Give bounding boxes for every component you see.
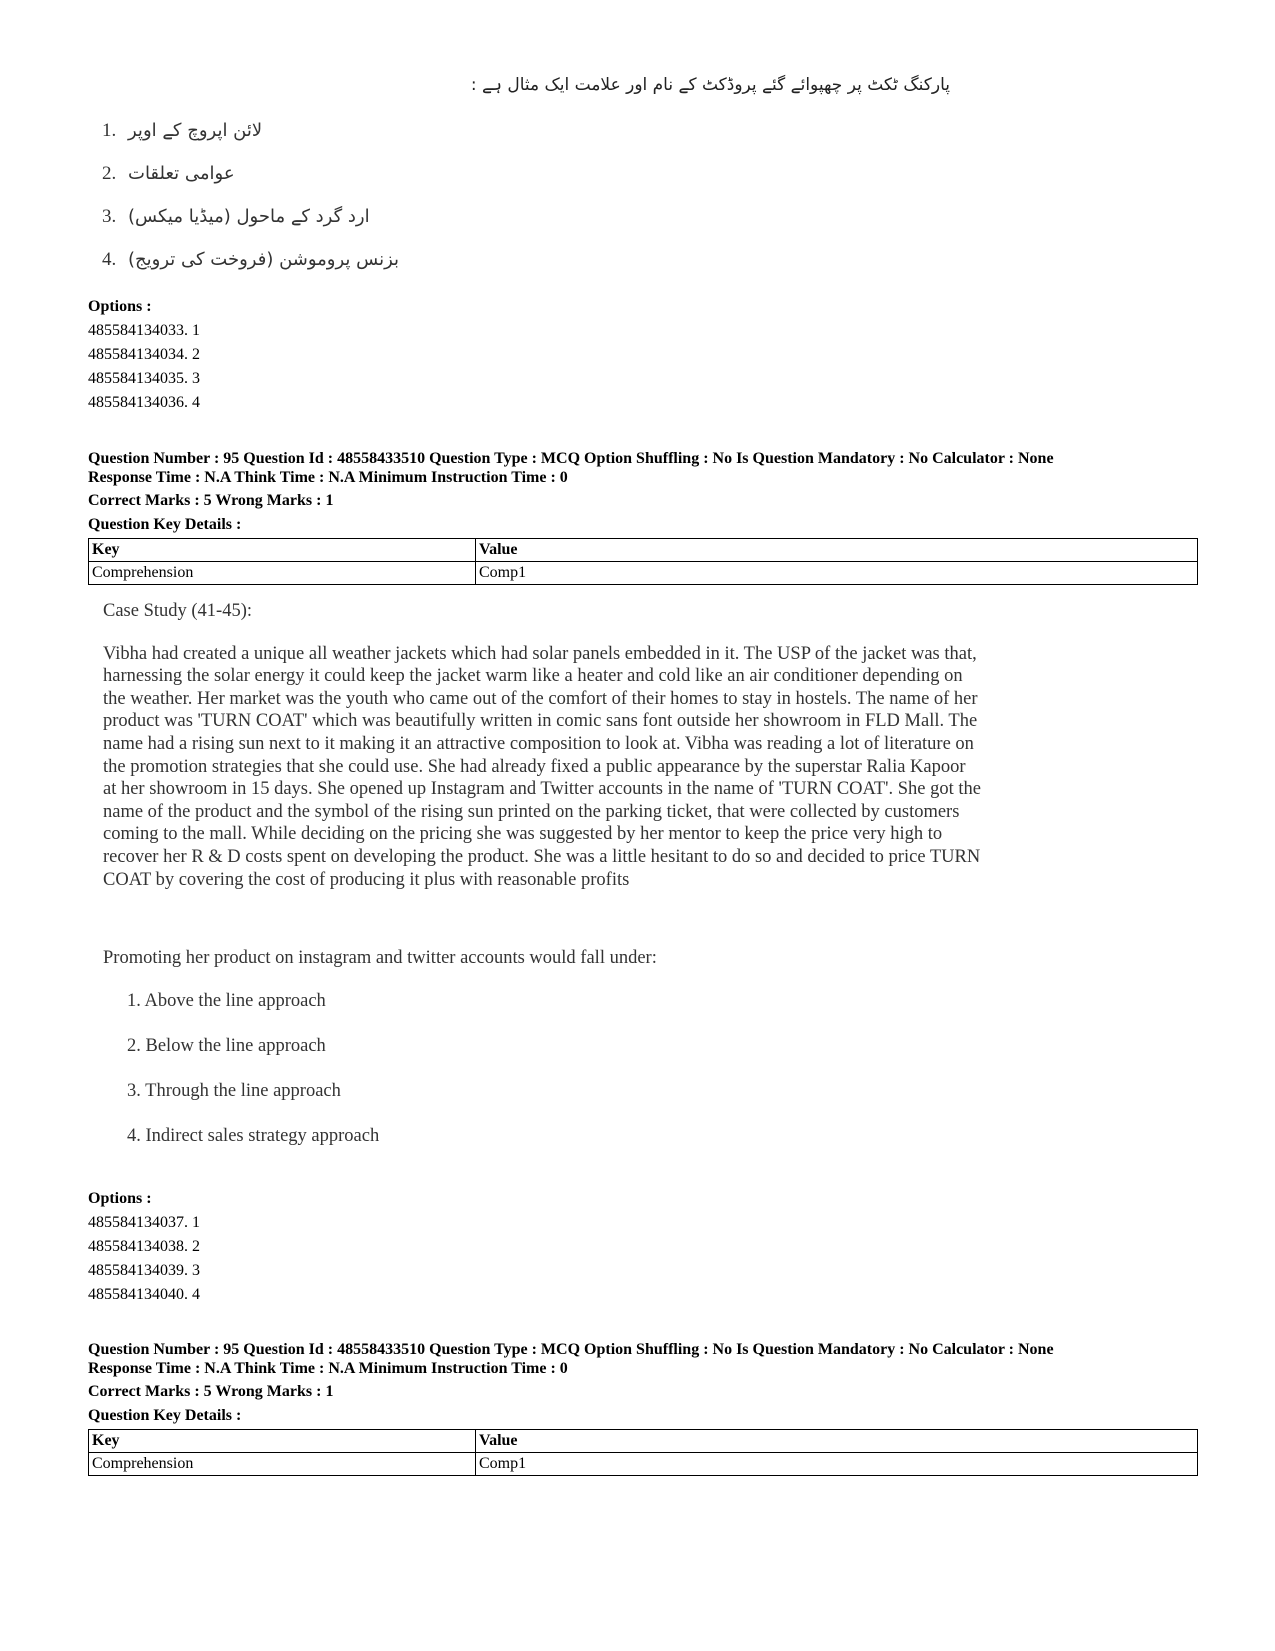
question-info-line: Question Number : 95 Question Id : 48558433510 Question Type : MCQ Option Shuffling : No Is Question Mandatory : No Calculator : None <box>88 1341 1054 1358</box>
choice-text: لائن اپروچ کے اوپر <box>128 120 263 141</box>
timing-info-line: Response Time : N.A Think Time : N.A Minimum Instruction Time : 0 <box>88 469 568 486</box>
key-details-heading: Question Key Details : <box>88 1407 242 1424</box>
answer-choice-list <box>127 990 983 1170</box>
urdu-choice-4 <box>102 249 399 292</box>
marks-info-line: Correct Marks : 5 Wrong Marks : 1 <box>88 492 334 509</box>
choice-text: بزنس پروموشن (فروخت کی ترویج) <box>128 249 400 270</box>
table-row <box>89 562 1198 585</box>
choice-number: 3. <box>102 206 117 227</box>
choice-number: 2. <box>102 163 117 184</box>
choice-text: ارد گرد کے ماحول (میڈیا میکس) <box>128 206 370 227</box>
question-meta <box>88 449 1198 534</box>
key-details-table <box>88 1429 1198 1476</box>
key-details-table <box>88 538 1198 585</box>
case-study-paragraph: Vibha had created a unique all weather jackets which had solar panels embedded in it. The USP of the jacket was that, harnessing the solar energy it could keep the jacket warm like a heater and cold like an air conditioner depending on the weather. Her market was the youth who came out of the comfort of their homes to stay in hostels. The name of her product was 'TURN COAT' which was beautifully written in comic sans font outside her showroom in FLD Mall. The name had a rising sun next to it making it an attractive composition to look at. Vibha was reading a lot of literature on the promotion strategies that she could use. She had already fixed a public appearance by the superstar Ralia Kapoor at her showroom in 15 days. She opened up Instagram and Twitter accounts in the name of 'TURN COAT'. She got the name of the product and the symbol of the rising sun printed on the parking ticket, that were collected by customers coming to the mall. While deciding on the pricing she was suggested by her mentor to keep the price very high to recover her R & D costs spent on developing the product. She was a little hesitant to do so and decided to price TURN COAT by covering the cost of producing it plus with reasonable profits <box>103 643 981 890</box>
answer-choice: 4. Indirect sales strategy approach <box>127 1125 380 1146</box>
urdu-choice-2 <box>102 163 399 206</box>
urdu-choice-list <box>102 120 399 292</box>
option-item: 485584134034. 2 <box>88 346 200 363</box>
option-item: 485584134039. 3 <box>88 1262 200 1279</box>
table-header-row <box>89 539 1198 562</box>
choice-number: 1. <box>102 120 117 141</box>
choice-text: عوامی تعلقات <box>128 163 235 184</box>
urdu-question-title: پارکنگ ٹکٹ پر چھپوائے گئے پروڈکٹ کے نام اور علامت ایک مثال ہے : <box>470 75 950 95</box>
option-item: 485584134040. 4 <box>88 1286 200 1303</box>
marks-info-line: Correct Marks : 5 Wrong Marks : 1 <box>88 1383 334 1400</box>
options-list <box>88 1187 200 1307</box>
option-item: 485584134033. 1 <box>88 322 200 339</box>
option-item: 485584134037. 1 <box>88 1214 200 1231</box>
answer-choice: 3. Through the line approach <box>127 1080 341 1101</box>
option-item: 485584134038. 2 <box>88 1238 200 1255</box>
key-header-cell: Key <box>89 539 476 562</box>
question-text: Promoting her product on instagram and twitter accounts would fall under: <box>103 948 657 969</box>
options-heading: Options : <box>88 1190 152 1207</box>
value-header-cell: Value <box>476 1430 1198 1453</box>
key-details-heading: Question Key Details : <box>88 516 242 533</box>
option-item: 485584134036. 4 <box>88 394 200 411</box>
question-info-line: Question Number : 95 Question Id : 48558433510 Question Type : MCQ Option Shuffling : No Is Question Mandatory : No Calculator : None <box>88 450 1054 467</box>
table-header-row <box>89 1430 1198 1453</box>
value-cell: Comp1 <box>476 1453 1198 1476</box>
key-header-cell: Key <box>89 1430 476 1453</box>
timing-info-line: Response Time : N.A Think Time : N.A Minimum Instruction Time : 0 <box>88 1360 568 1377</box>
key-cell: Comprehension <box>89 1453 476 1476</box>
case-study-title: Case Study (41-45): <box>103 601 253 621</box>
value-cell: Comp1 <box>476 562 1198 585</box>
choice-number: 4. <box>102 249 117 270</box>
case-study <box>103 600 983 1170</box>
urdu-choice-3 <box>102 206 399 249</box>
table-row <box>89 1453 1198 1476</box>
options-list <box>88 295 200 415</box>
question-meta <box>88 1340 1198 1425</box>
key-cell: Comprehension <box>89 562 476 585</box>
answer-choice: 2. Below the line approach <box>127 1035 326 1056</box>
answer-choice: 1. Above the line approach <box>127 990 326 1011</box>
option-item: 485584134035. 3 <box>88 370 200 387</box>
urdu-choice-1 <box>102 120 399 163</box>
options-heading: Options : <box>88 298 152 315</box>
value-header-cell: Value <box>476 539 1198 562</box>
